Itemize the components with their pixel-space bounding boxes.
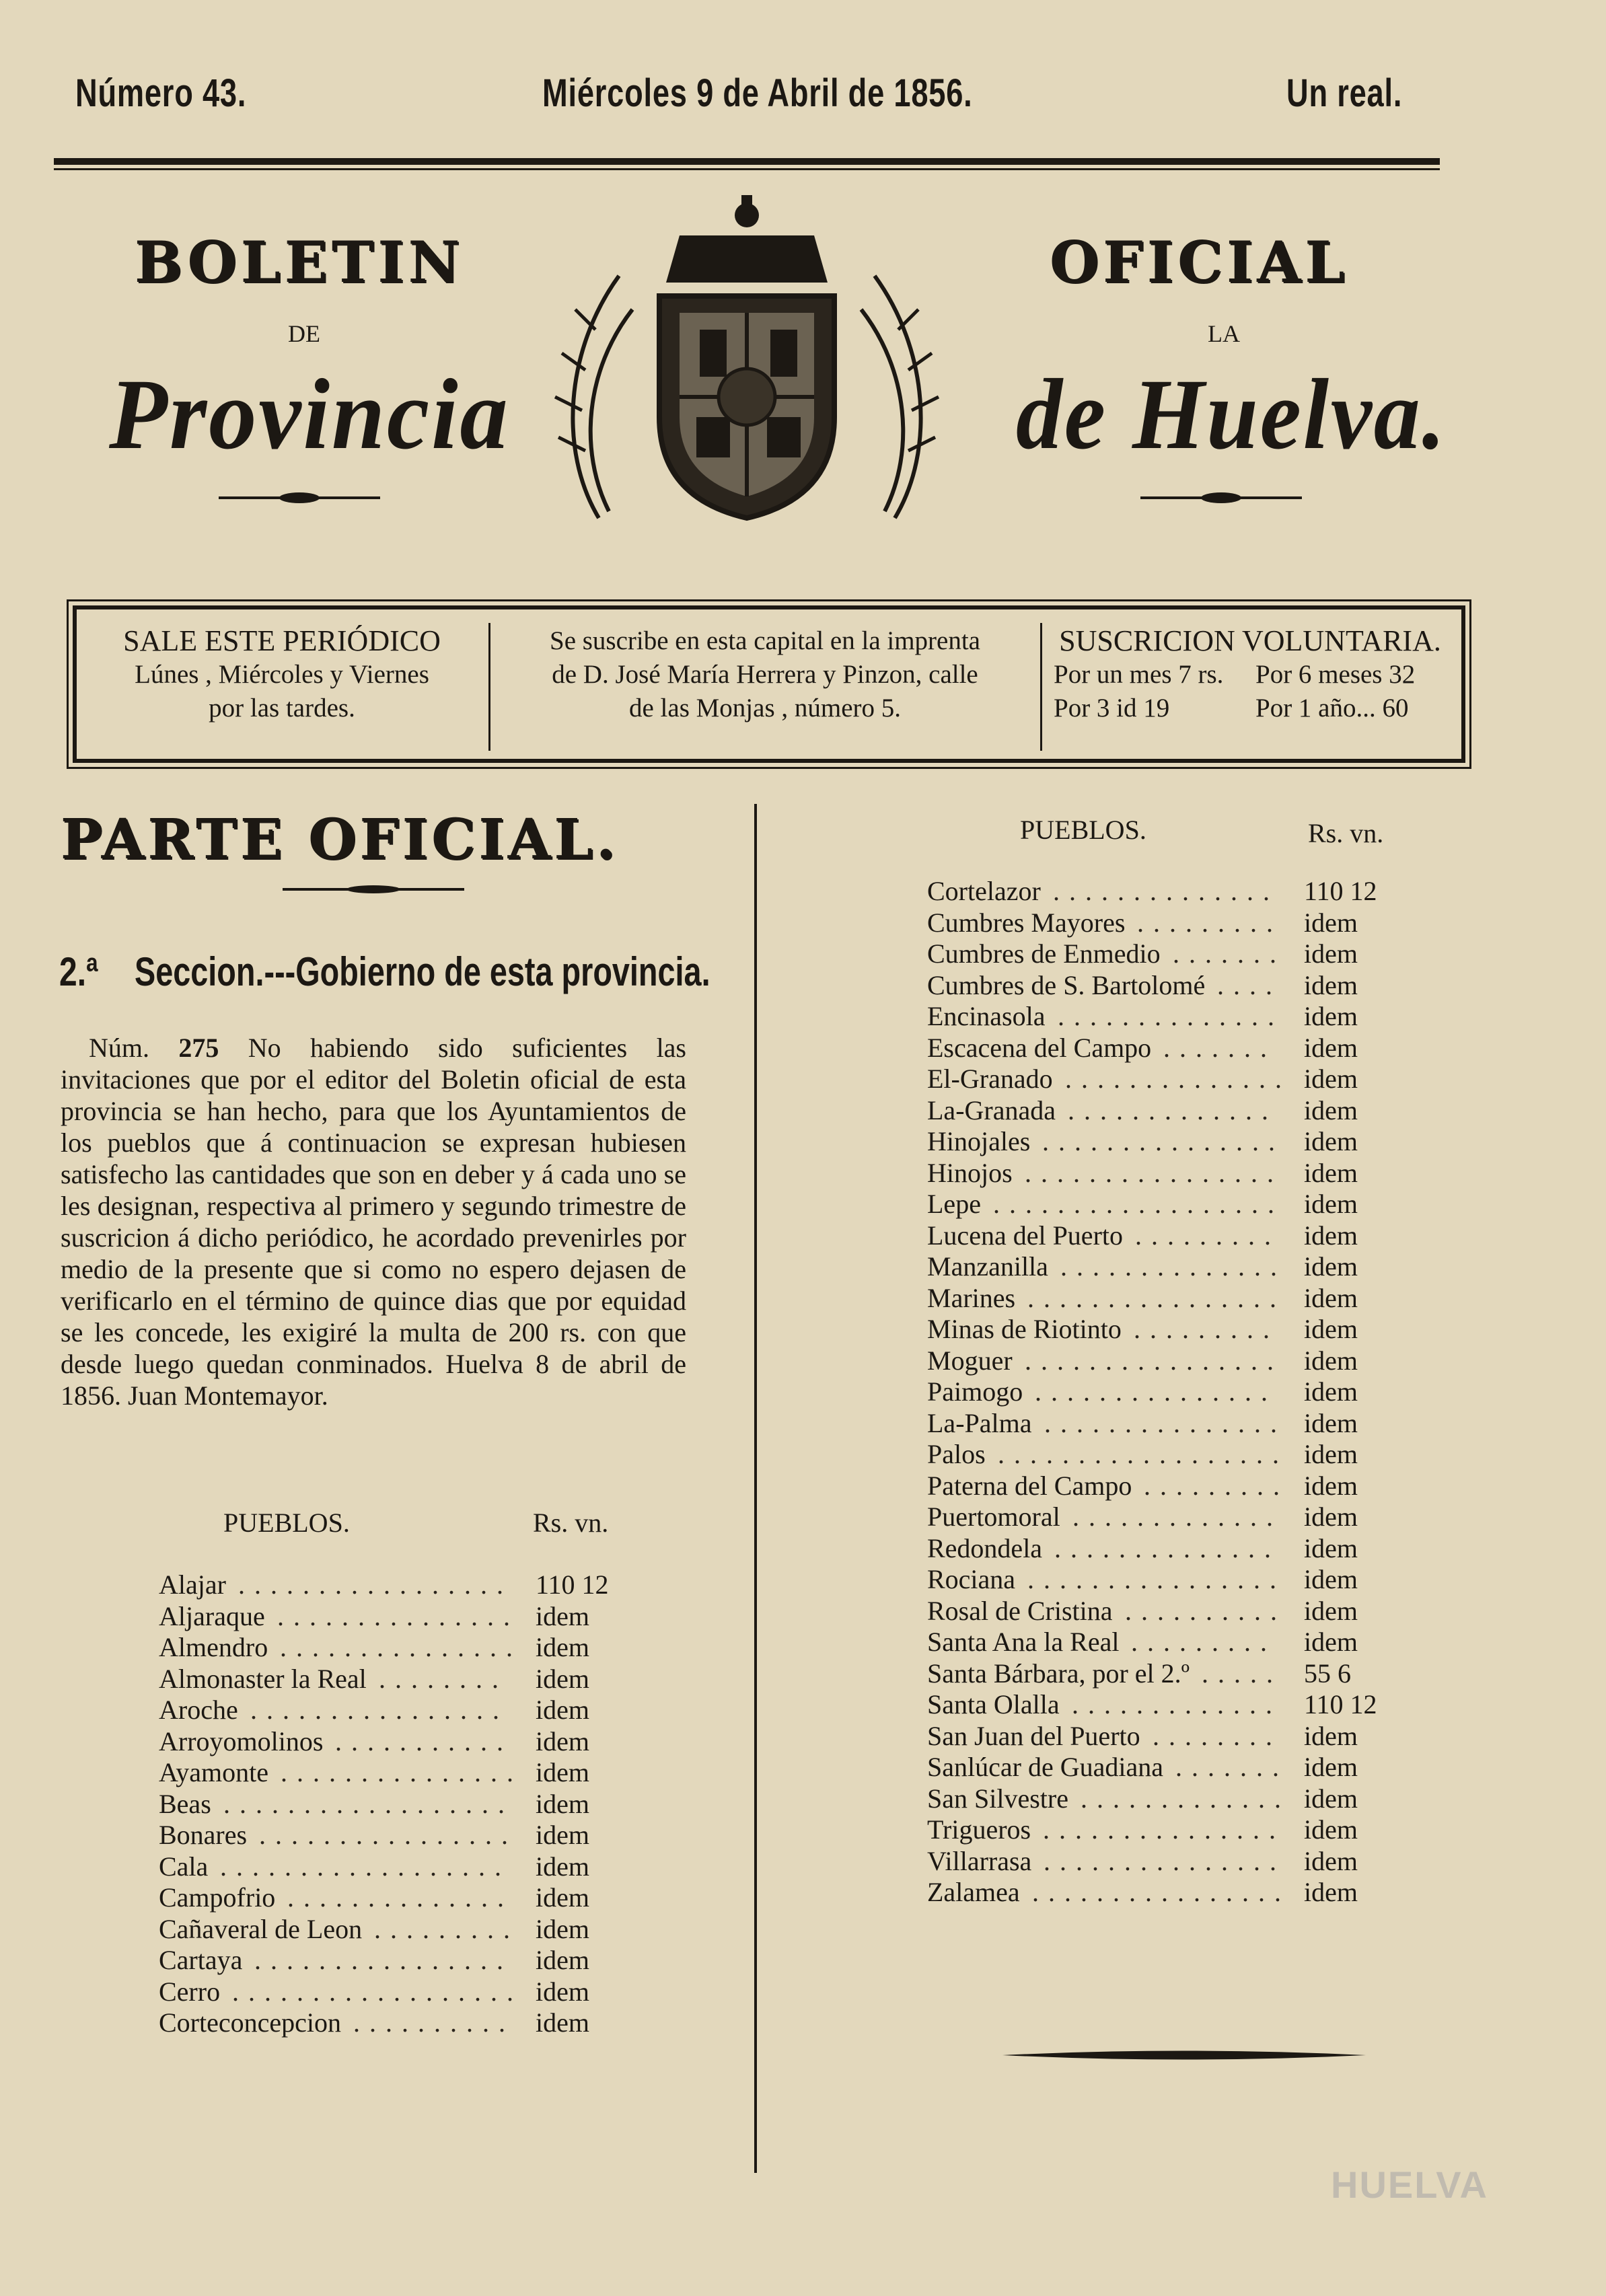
pueblo-row — [159, 1976, 670, 2008]
pueblo-amount: idem — [1304, 1595, 1358, 1626]
pueblo-amount: idem — [1304, 1407, 1358, 1438]
pueblo-row — [159, 1695, 670, 1726]
subscription-box — [73, 605, 1465, 763]
leader-dots: ....... — [1175, 1752, 1288, 1782]
pueblo-row — [159, 2007, 670, 2039]
pueblo-amount: idem — [1304, 1532, 1358, 1563]
pueblo-row — [159, 1757, 670, 1789]
leader-dots: ................ — [1025, 1345, 1283, 1376]
pueblo-row — [927, 938, 1452, 970]
pueblo-amount: idem — [536, 1600, 589, 1631]
leader-dots: .................. — [232, 1976, 523, 2007]
left-col-head-pueblos: PUEBLOS. — [223, 1508, 350, 1538]
title-boletin: BOLETIN — [135, 229, 464, 295]
pueblo-name: Lucena del Puerto — [927, 1220, 1123, 1251]
pueblo-row — [927, 1126, 1452, 1158]
pueblo-row — [159, 1664, 670, 1695]
leader-dots: ............... — [1042, 1126, 1284, 1156]
pueblo-name: Manzanilla — [927, 1251, 1048, 1282]
pueblo-name: Ayamonte — [159, 1757, 268, 1787]
notice-body — [61, 1032, 686, 1411]
leader-dots: .............. — [1054, 1532, 1280, 1563]
pueblo-name: Rosal de Cristina — [927, 1595, 1113, 1626]
leader-dots: .......... — [353, 2007, 515, 2038]
issue-date: Miércoles 9 de Abril de 1856. — [542, 71, 973, 115]
section-number: 2.ª — [59, 949, 98, 994]
leader-dots: .................. — [220, 1851, 511, 1882]
section-ornament-icon — [283, 883, 464, 896]
leader-dots: .... — [1217, 969, 1282, 1000]
pueblo-name: Cartaya — [159, 1945, 243, 1975]
pueblo-name: Corteconcepcion — [159, 2007, 341, 2038]
pueblo-row — [927, 1251, 1452, 1283]
pueblo-amount: idem — [1304, 1720, 1358, 1751]
pueblo-name: La-Palma — [927, 1407, 1032, 1438]
title-de-huelva: de Huelva. — [1016, 359, 1447, 470]
leader-dots: ............... — [277, 1600, 519, 1631]
header-rule-thin — [54, 168, 1440, 170]
subscription-address — [491, 609, 1039, 759]
pueblo-row — [927, 1283, 1452, 1314]
leader-dots: ............... — [1044, 1407, 1286, 1438]
pueblo-amount: idem — [1304, 1251, 1358, 1282]
pueblo-amount: idem — [1304, 1752, 1358, 1782]
publication-days — [77, 609, 487, 759]
pueblo-amount: idem — [1304, 1001, 1358, 1031]
header-rule — [54, 158, 1440, 165]
pueblo-name: Trigueros — [927, 1814, 1031, 1845]
pueblo-name: Santa Olalla — [927, 1689, 1060, 1719]
leader-dots: .................. — [998, 1439, 1288, 1469]
pueblo-name: Cumbres Mayores — [927, 907, 1126, 938]
pueblo-row — [927, 1376, 1452, 1408]
leader-dots: ............... — [280, 1632, 522, 1662]
pueblo-name: Paterna del Campo — [927, 1470, 1132, 1501]
pueblo-row — [927, 1158, 1452, 1189]
pueblo-row — [159, 1945, 670, 1976]
pueblo-amount: idem — [1304, 1032, 1358, 1063]
pueblo-row — [927, 1721, 1452, 1752]
pueblo-amount: idem — [1304, 969, 1358, 1000]
leader-dots: ................ — [254, 1945, 513, 1975]
pueblo-row — [927, 908, 1452, 939]
pueblo-amount: idem — [1304, 1095, 1358, 1125]
subscription-prices-title: SUSCRICION VOLUNTARIA. — [1059, 624, 1441, 657]
price-cell: Por 3 id 19 — [1054, 694, 1170, 723]
pueblo-name: Puertomoral — [927, 1502, 1060, 1532]
pueblo-amount: idem — [536, 1757, 589, 1787]
pueblo-row — [927, 1502, 1452, 1533]
pueblo-amount: idem — [1304, 907, 1358, 938]
leader-dots: ....... — [1163, 1032, 1276, 1063]
column-divider — [754, 804, 757, 2173]
leader-dots: ........... — [335, 1726, 513, 1756]
leader-dots: .............. — [1053, 876, 1279, 906]
pueblo-name: Cala — [159, 1851, 209, 1882]
pueblo-row — [159, 1820, 670, 1851]
pueblo-name: San Juan del Puerto — [927, 1720, 1140, 1751]
pueblo-row — [927, 1627, 1452, 1658]
pueblo-amount: idem — [1304, 1783, 1358, 1814]
leader-dots: ............. — [1081, 1783, 1290, 1814]
pueblo-row — [927, 1689, 1452, 1721]
pueblo-row — [927, 1877, 1452, 1909]
leader-dots: ................ — [250, 1695, 509, 1725]
pueblo-name: Santa Ana la Real — [927, 1627, 1120, 1657]
pueblo-row — [159, 1789, 670, 1820]
leader-dots: .............. — [287, 1882, 513, 1913]
leader-dots: ....... — [1173, 938, 1286, 969]
pueblo-row — [159, 1914, 670, 1946]
pueblo-amount: idem — [536, 1663, 589, 1694]
leader-dots: ................ — [1027, 1564, 1286, 1594]
pueblo-name: Minas de Riotinto — [927, 1314, 1122, 1344]
pueblo-amount: 110 12 — [536, 1569, 609, 1600]
pueblo-amount: idem — [536, 2007, 589, 2038]
price-cell: Por 6 meses 32 — [1255, 660, 1416, 689]
title-oficial: OFICIAL — [1050, 229, 1349, 295]
pueblo-amount: idem — [1304, 1470, 1358, 1501]
pueblo-row — [927, 1220, 1452, 1252]
box-separator — [1040, 623, 1042, 751]
pueblo-row — [927, 1658, 1452, 1690]
pueblo-row — [927, 1408, 1452, 1440]
leader-dots: ............... — [281, 1757, 523, 1787]
leader-dots: ........ — [1153, 1720, 1282, 1751]
section-title: Seccion.---Gobierno de esta provincia. — [135, 949, 710, 994]
leader-dots: ............. — [1072, 1502, 1282, 1532]
pueblo-name: San Silvestre — [927, 1783, 1068, 1814]
leader-dots: .............. — [1065, 1064, 1291, 1094]
pueblo-name: Aljaraque — [159, 1600, 265, 1631]
pueblo-amount: idem — [536, 1882, 589, 1913]
leader-dots: .................. — [993, 1189, 1284, 1219]
leader-dots: ................ — [1027, 1282, 1286, 1313]
pueblo-name: Beas — [159, 1788, 211, 1819]
pueblo-name: Aroche — [159, 1695, 238, 1725]
pueblo-name: El-Granado — [927, 1064, 1053, 1094]
pueblo-row — [159, 1601, 670, 1633]
pueblo-amount: idem — [1304, 1845, 1358, 1876]
leader-dots: .............. — [1060, 1251, 1286, 1282]
pueblo-name: Encinasola — [927, 1001, 1046, 1031]
pueblo-name: Cortelazor — [927, 876, 1041, 906]
subscription-prices — [1043, 609, 1460, 759]
pueblo-name: Cañaveral de Leon — [159, 1913, 363, 1944]
pueblo-row — [159, 1851, 670, 1883]
leader-dots: ................ — [1025, 1157, 1283, 1188]
leader-dots: ......... — [1131, 1627, 1276, 1657]
notice-number: 275 — [178, 1033, 219, 1063]
pueblo-amount: idem — [1304, 1314, 1358, 1344]
pueblo-amount: idem — [1304, 1376, 1358, 1407]
title-provincia: Provincia — [109, 359, 510, 470]
title-la: LA — [1208, 320, 1240, 347]
pueblo-row — [927, 1095, 1452, 1127]
pueblo-row — [927, 1189, 1452, 1220]
pueblo-row — [927, 1596, 1452, 1627]
pueblo-row — [927, 1439, 1452, 1471]
flourish-left-icon — [215, 488, 384, 508]
pueblo-row — [927, 1001, 1452, 1033]
pueblo-row — [159, 1632, 670, 1664]
pueblo-row — [927, 970, 1452, 1002]
pueblo-name: Cumbres de Enmedio — [927, 938, 1161, 969]
pueblo-name: Paimogo — [927, 1376, 1023, 1407]
pueblo-amount: idem — [1304, 1064, 1358, 1094]
right-col-head-rs: Rs. vn. — [1308, 818, 1384, 848]
pueblo-amount: idem — [1304, 1439, 1358, 1469]
pueblo-name: Palos — [927, 1439, 986, 1469]
leader-dots: ......... — [1144, 1470, 1289, 1501]
leader-dots: .............. — [1058, 1001, 1284, 1031]
pueblo-amount: idem — [1304, 1157, 1358, 1188]
pueblo-amount: idem — [1304, 1814, 1358, 1845]
right-pueblos-list — [927, 876, 1452, 1909]
pueblo-row — [927, 1471, 1452, 1502]
pueblo-amount: idem — [1304, 1189, 1358, 1219]
pueblo-amount: 110 12 — [1304, 876, 1377, 906]
leader-dots: ............. — [1068, 1095, 1278, 1125]
pueblo-name: Villarrasa — [927, 1845, 1032, 1876]
pueblo-amount: idem — [536, 1851, 589, 1882]
pueblo-amount: idem — [1304, 1564, 1358, 1594]
right-col-head-pueblos: PUEBLOS. — [1020, 815, 1146, 845]
notice-text: No habiendo sido suficientes las invitaciones que por el editor del Boletin oficial de esta provincia se han hecho, para que los Ayuntamientos de los pueblos que á continuacion se expresan hubiesen satisfecho las cantidades que son en deber y á cada uno se les designan, respectiva al primero y segundo trimestre de suscricion á dicho periódico, he acordado prevenirles por medio de la presente que si como no espero dejasen de verificarlo en el término de quince dias que por equidad se les concede, les exigiré la multa de 200 rs. con que desde luego quedan conminados. Huelva 8 de abril de 1856. Juan Montemayor. — [61, 1033, 686, 1411]
pueblo-row — [159, 1882, 670, 1914]
pueblo-name: Arroyomolinos — [159, 1726, 324, 1756]
pueblo-row — [927, 1345, 1452, 1377]
pueblo-row — [927, 876, 1452, 908]
publication-days-line: por las tardes. — [209, 694, 355, 723]
subscription-address-line: de D. José María Herrera y Pinzon, calle — [552, 660, 978, 689]
leader-dots: ........ — [379, 1663, 508, 1694]
leader-dots: .................. — [223, 1788, 514, 1819]
leader-dots: ................ — [259, 1820, 517, 1850]
pueblo-row — [927, 1033, 1452, 1064]
leader-dots: ............... — [1035, 1376, 1277, 1407]
pueblo-name: Lepe — [927, 1189, 981, 1219]
price-cell: Por un mes 7 rs. — [1054, 660, 1224, 689]
left-col-head-rs: Rs. vn. — [533, 1508, 609, 1538]
pueblo-amount: idem — [536, 1945, 589, 1975]
pueblo-row — [927, 1314, 1452, 1345]
pueblo-name: Redondela — [927, 1532, 1043, 1563]
pueblo-amount: idem — [536, 1913, 589, 1944]
subscription-address-line: de las Monjas , número 5. — [628, 694, 901, 723]
pueblo-amount: idem — [536, 1726, 589, 1756]
pueblo-amount: idem — [536, 1695, 589, 1725]
pueblo-name: Moguer — [927, 1345, 1013, 1376]
pueblo-name: Sanlúcar de Guadiana — [927, 1752, 1163, 1782]
pueblo-amount: idem — [536, 1632, 589, 1662]
left-pueblos-list — [159, 1569, 670, 2039]
pueblo-name: Campofrio — [159, 1882, 276, 1913]
pueblo-row — [159, 1569, 670, 1601]
notice-number-label: Núm. — [89, 1033, 149, 1063]
pueblo-name: La-Granada — [927, 1095, 1056, 1125]
pueblo-name: Almonaster la Real — [159, 1663, 367, 1694]
pueblo-amount: 55 6 — [1304, 1658, 1351, 1689]
pueblo-amount: idem — [1304, 1627, 1358, 1657]
publication-days-title: SALE ESTE PERIÓDICO — [123, 624, 441, 657]
leader-dots: ......... — [1137, 907, 1282, 938]
pueblo-name: Santa Bárbara, por el 2.º — [927, 1658, 1190, 1689]
box-separator — [488, 623, 490, 751]
flourish-right-icon — [1137, 488, 1305, 508]
title-de: DE — [288, 320, 320, 347]
leader-dots: .......... — [1125, 1595, 1286, 1626]
leader-dots: ..... — [1202, 1658, 1282, 1689]
price-row — [1054, 692, 1460, 725]
pueblo-name: Almendro — [159, 1632, 268, 1662]
publication-days-line: Lúnes , Miércoles y Viernes — [135, 660, 429, 689]
leader-dots: ............. — [1072, 1689, 1282, 1719]
pueblo-amount: 110 12 — [1304, 1689, 1377, 1719]
leader-dots: ................. — [238, 1569, 513, 1600]
pueblo-amount: idem — [1304, 1282, 1358, 1313]
pueblo-name: Alajar — [159, 1569, 226, 1600]
pueblo-name: Hinojos — [927, 1157, 1013, 1188]
pueblo-row — [927, 1064, 1452, 1095]
pueblo-name: Zalamea — [927, 1877, 1020, 1907]
pueblo-amount: idem — [1304, 1126, 1358, 1156]
leader-dots: ............... — [1043, 1814, 1285, 1845]
pueblo-amount: idem — [1304, 1877, 1358, 1907]
leader-dots: ......... — [1134, 1314, 1279, 1344]
pueblo-row — [927, 1783, 1452, 1815]
pueblo-row — [927, 1846, 1452, 1878]
pueblo-name: Hinojales — [927, 1126, 1031, 1156]
pueblo-amount: idem — [1304, 938, 1358, 969]
archive-watermark: HUELVA — [1331, 2163, 1488, 2206]
pueblo-name: Cerro — [159, 1976, 221, 2007]
pueblo-amount: idem — [1304, 1345, 1358, 1376]
leader-dots: ................ — [1032, 1877, 1290, 1907]
pueblo-name: Bonares — [159, 1820, 248, 1850]
pueblo-amount: idem — [1304, 1220, 1358, 1251]
pueblo-name: Marines — [927, 1282, 1016, 1313]
pueblo-row — [159, 1726, 670, 1758]
pueblo-amount: idem — [536, 1788, 589, 1819]
leader-dots: ......... — [374, 1913, 519, 1944]
pueblo-row — [927, 1814, 1452, 1846]
pueblo-row — [927, 1752, 1452, 1783]
issue-number: Número 43. — [75, 71, 247, 115]
end-ornament-icon — [996, 2045, 1373, 2065]
pueblo-amount: idem — [1304, 1502, 1358, 1532]
coat-of-arms-icon — [545, 195, 949, 545]
issue-price: Un real. — [1286, 71, 1403, 115]
pueblo-amount: idem — [536, 1820, 589, 1850]
leader-dots: ......... — [1135, 1220, 1280, 1251]
pueblo-row — [927, 1564, 1452, 1596]
price-cell: Por 1 año... 60 — [1255, 694, 1409, 723]
price-row — [1054, 658, 1460, 692]
parte-oficial-heading: PARTE OFICIAL. — [61, 807, 619, 872]
pueblo-name: Rociana — [927, 1564, 1016, 1594]
subscription-address-line: Se suscribe en esta capital en la imprenta — [550, 626, 980, 655]
leader-dots: ............... — [1044, 1845, 1286, 1876]
pueblo-name: Escacena del Campo — [927, 1032, 1152, 1063]
pueblo-name: Cumbres de S. Bartolomé — [927, 969, 1206, 1000]
pueblo-row — [927, 1533, 1452, 1565]
pueblo-amount: idem — [536, 1976, 589, 2007]
